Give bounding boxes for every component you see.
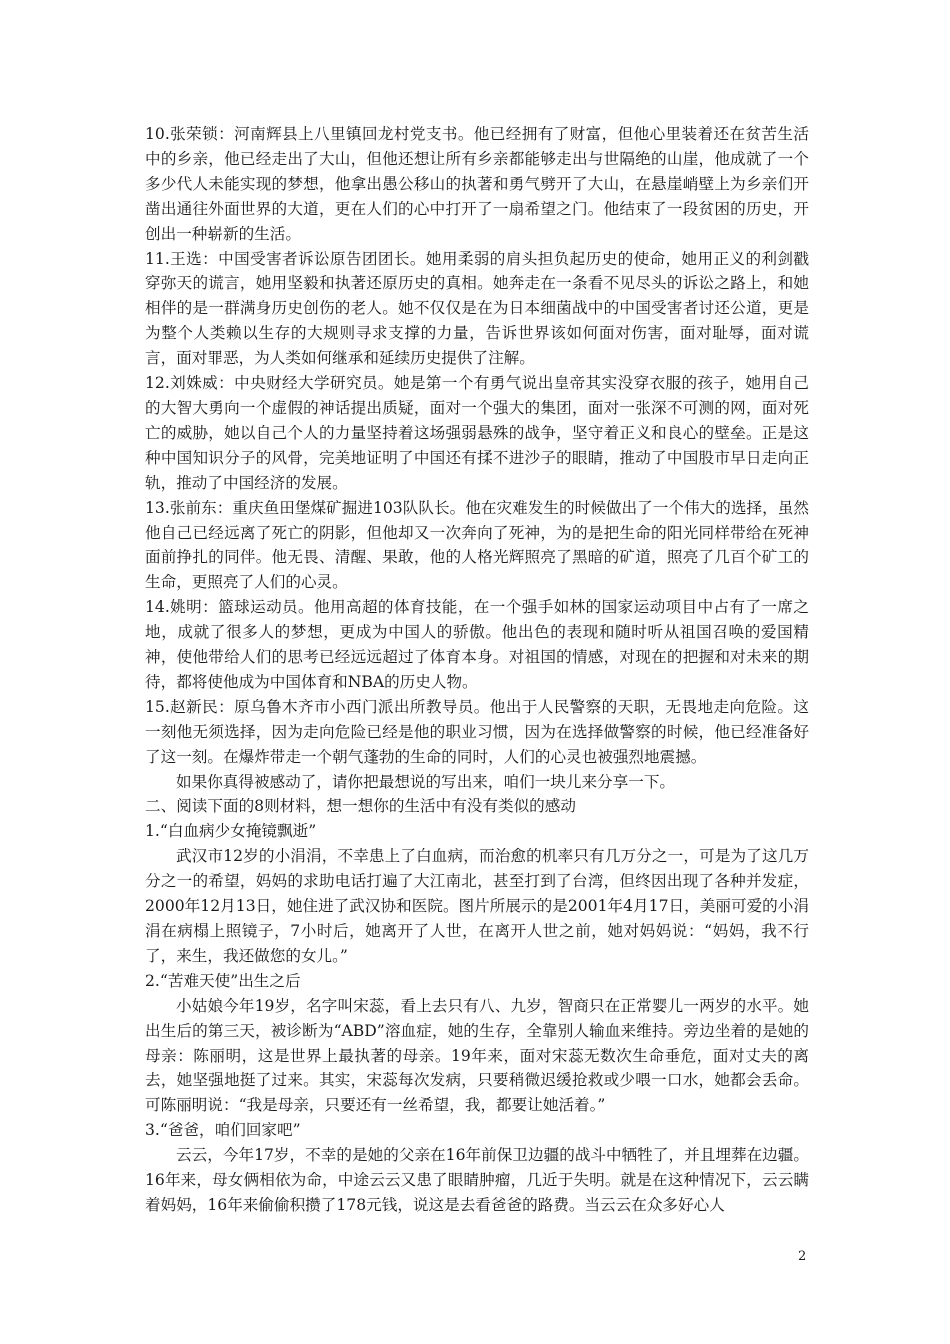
paragraph-share-prompt: 如果你真得被感动了，请你把最想说的写出来，咱们一块儿来分享一下。 bbox=[176, 772, 676, 791]
paragraph-liu-shuwei: 12.刘姝威：中央财经大学研究员。她是第一个有勇气说出皇帝其实没穿衣服的孩子，她用自己的大智大勇向一个虚假的神话提出质疑，面对一个强大的集团，面对一张深不可测的网，面对死亡的威胁，她以自己个人的力量坚持着这场强弱悬殊的战争，坚守着正义和良心的壁垒。正是这种中国知识分子的风骨，完美地证明了中国还有揉不进沙子的眼睛，推动了中国股市早日走向正轨，推动了中国经济的发展。 bbox=[145, 374, 809, 492]
material-body-2: 小姑娘今年19岁，名字叫宋蕊，看上去只有八、九岁，智商只在正常婴儿一两岁的水平。她出生后的第三天，被诊断为“ABD”溶血症，她的生存，全靠别人输血来维持。旁边坐着的是她的母亲：陈丽明，这是世界上最执著的母亲。19年来，面对宋蕊无数次生命垂危，面对丈夫的离去，她坚强地挺了过来。其实，宋蕊每次发病，只要稍微迟缓抢救或少喂一口水，她都会丢命。可陈丽明说：“我是母亲，只要还有一丝希望，我，都要让她活着。” bbox=[145, 996, 809, 1115]
material-body-3: 云云，今年17岁，不幸的是她的父亲在16年前保卫边疆的战斗中牺牲了，并且埋葬在边疆。16年来，母女俩相依为命，中途云云又患了眼睛肿瘤，几近于失明。就是在这种情况下，云云瞒着妈妈，16年来偷偷积攒了178元钱，说这是去看爸爸的路费。当云云在众多好心人 bbox=[145, 1146, 809, 1214]
document-body bbox=[145, 122, 809, 1218]
material-title-3: 3.“爸爸，咱们回家吧” bbox=[145, 1121, 301, 1140]
paragraph-zhao-xinmin: 15.赵新民：原乌鲁木齐市小西门派出所教导员。他出于人民警察的天职，无畏地走向危险。这一刻他无须选择，因为走向危险已经是他的职业习惯，因为在选择做警察的时候，他已经准备好了这一刻。在爆炸带走一个朝气蓬勃的生命的同时，人们的心灵也被强烈地震撼。 bbox=[145, 697, 809, 766]
material-title-2: 2.“苦难天使”出生之后 bbox=[145, 971, 301, 990]
paragraph-zhang-qiandong: 13.张前东：重庆鱼田堡煤矿掘进103队队长。他在灾难发生的时候做出了一个伟大的选择，虽然他自己已经远离了死亡的阴影，但他却又一次奔向了死神，为的是把生命的阳光同样带给在死神面前挣扎的同伴。他无畏、清醒、果敢，他的人格光辉照亮了黑暗的矿道，照亮了几百个矿工的生命，更照亮了人们的心灵。 bbox=[145, 498, 809, 592]
section-heading-two: 二、阅读下面的8则材料，想一想你的生活中有没有类似的感动 bbox=[145, 797, 576, 816]
material-title-1: 1.“白血病少女掩镜飘逝” bbox=[145, 822, 317, 841]
material-body-1: 武汉市12岁的小涓涓，不幸患上了白血病，而治愈的机率只有几万分之一，可是为了这几万分之一的希望，妈妈的求助电话打遍了大江南北，甚至打到了台湾，但终因出现了各种并发症，2000年12月13日，她住进了武汉协和医院。图片所展示的是2001年4月17日，美丽可爱的小涓涓在病榻上照镜子，7小时后，她离开了人世，在离开人世之前，她对妈妈说：“妈妈，我不行了，来生，我还做您的女儿。” bbox=[145, 847, 809, 965]
page-number: 2 bbox=[798, 1249, 807, 1264]
paragraph-zhang-rongsuo: 10.张荣锁：河南辉县上八里镇回龙村党支书。他已经拥有了财富，但他心里装着还在贫苦生活中的乡亲，他已经走出了大山，但他还想让所有乡亲都能够走出与世隔绝的山崖，他成就了一个多少代人未能实现的梦想，他拿出愚公移山的执著和勇气劈开了大山，在悬崖峭壁上为乡亲们开凿出通往外面世界的大道，更在人们的心中打开了一扇希望之门。他结束了一段贫困的历史，开创出一种崭新的生活。 bbox=[145, 125, 809, 243]
paragraph-wang-xuan: 11.王选：中国受害者诉讼原告团团长。她用柔弱的肩头担负起历史的使命，她用正义的利剑戳穿弥天的谎言，她用坚毅和执著还原历史的真相。她奔走在一条看不见尽头的诉讼之路上，和她相伴的是一群满身历史创伤的老人。她不仅仅是在为日本细菌战中的中国受害者讨还公道，更是为整个人类赖以生存的大规则寻求支撑的力量，告诉世界该如何面对伤害，面对耻辱，面对谎言，面对罪恶，为人类如何继承和延续历史提供了注解。 bbox=[145, 249, 809, 368]
paragraph-yao-ming: 14.姚明：篮球运动员。他用高超的体育技能，在一个强手如林的国家运动项目中占有了一席之地，成就了很多人的梦想，更成为中国人的骄傲。他出色的表现和随时听从祖国召唤的爱国精神，使他带给人们的思考已经远远超过了体育本身。对祖国的情感，对现在的把握和对未来的期待，都将使他成为中国体育和NBA的历史人物。 bbox=[145, 598, 809, 691]
